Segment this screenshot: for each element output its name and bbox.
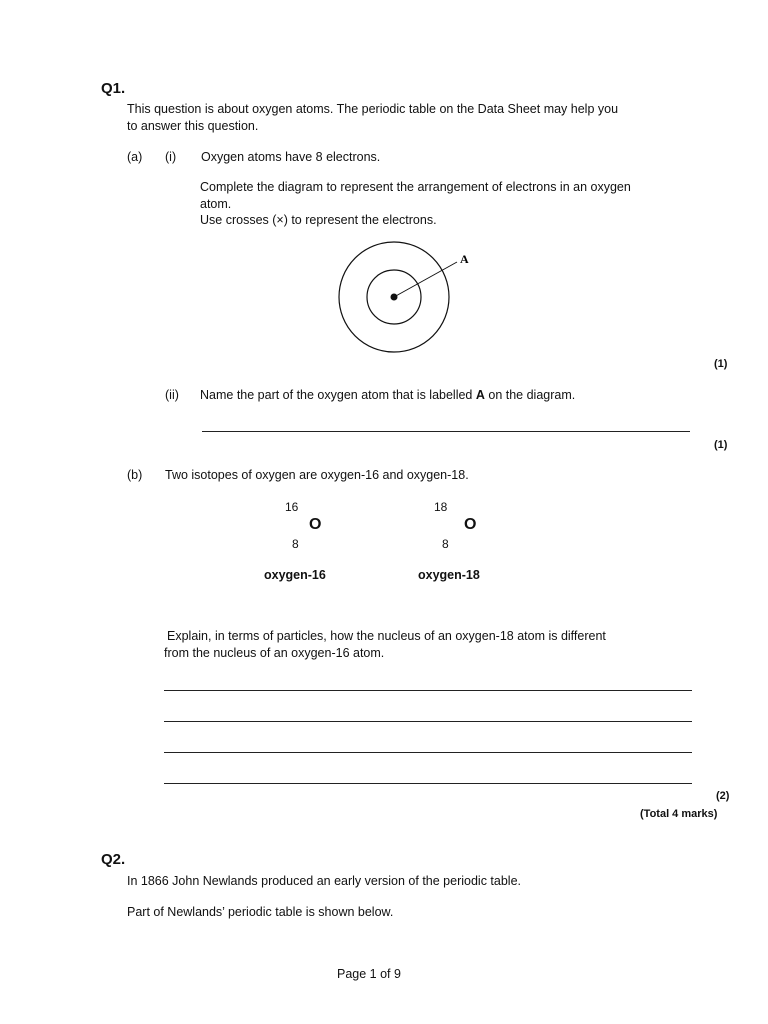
- isotope1-mass-number: 16: [285, 500, 299, 514]
- q1b-explain-line1: Explain, in terms of particles, how the nucleus of an oxygen-18 atom is different: [167, 629, 606, 643]
- q1a-i-marks: (1): [714, 358, 728, 370]
- q1a-ii-question: [200, 388, 575, 402]
- isotope1-symbol: O: [309, 516, 322, 533]
- diagram-label-a: A: [460, 252, 469, 266]
- q1a-instruction-line1: Complete the diagram to represent the arrangement of electrons in an oxygen: [200, 180, 631, 194]
- isotope2-atomic-number: 8: [442, 537, 449, 551]
- q1a-ii-text-after: on the diagram.: [484, 388, 576, 402]
- q1a-ii-answer-line[interactable]: [202, 431, 690, 432]
- q1b-explain-line2: from the nucleus of an oxygen-16 atom.: [164, 646, 385, 660]
- q2-line2: Part of Newlands’ periodic table is shown below.: [127, 905, 394, 919]
- q1a-ii-label: (ii): [165, 388, 179, 402]
- q1a-i-label: (i): [165, 150, 177, 164]
- q1-intro-line1: This question is about oxygen atoms. The periodic table on the Data Sheet may help you: [127, 102, 619, 116]
- q1b-answer-line-4[interactable]: [164, 783, 692, 784]
- q1-heading: Q1.: [101, 80, 126, 97]
- q1a-instruction-line2: atom.: [200, 197, 232, 211]
- q1b-label: (b): [127, 468, 143, 482]
- q1a-label: (a): [127, 150, 143, 164]
- q1a-ii-text-bold: A: [475, 388, 485, 402]
- q1b-answer-line-1[interactable]: [164, 690, 692, 691]
- isotope2-mass-number: 18: [434, 500, 448, 514]
- q1b-answer-line-3[interactable]: [164, 752, 692, 753]
- isotope1-name: oxygen-16: [264, 568, 326, 582]
- q2-heading: Q2.: [101, 851, 126, 868]
- q1-intro-line2: to answer this question.: [127, 119, 259, 133]
- q1b-answer-line-2[interactable]: [164, 721, 692, 722]
- label-pointer-line: [394, 262, 457, 297]
- isotope2-symbol: O: [464, 516, 477, 533]
- q2-line1: In 1866 John Newlands produced an early version of the periodic table.: [127, 874, 522, 888]
- q1b-marks: (2): [716, 790, 730, 802]
- q1a-ii-marks: (1): [714, 439, 728, 451]
- q1a-instruction-line3: Use crosses (×) to represent the electrons.: [200, 213, 437, 227]
- q1a-i-text: Oxygen atoms have 8 electrons.: [201, 150, 381, 164]
- atom-diagram[interactable]: [330, 240, 490, 370]
- page-number: Page 1 of 9: [337, 967, 401, 981]
- isotope1-atomic-number: 8: [292, 537, 299, 551]
- isotope2-name: oxygen-18: [418, 568, 480, 582]
- q1a-ii-text-before: Name the part of the oxygen atom that is labelled: [200, 388, 476, 402]
- q1-total-marks: (Total 4 marks): [640, 808, 718, 820]
- q1b-text: Two isotopes of oxygen are oxygen-16 and oxygen-18.: [165, 468, 469, 482]
